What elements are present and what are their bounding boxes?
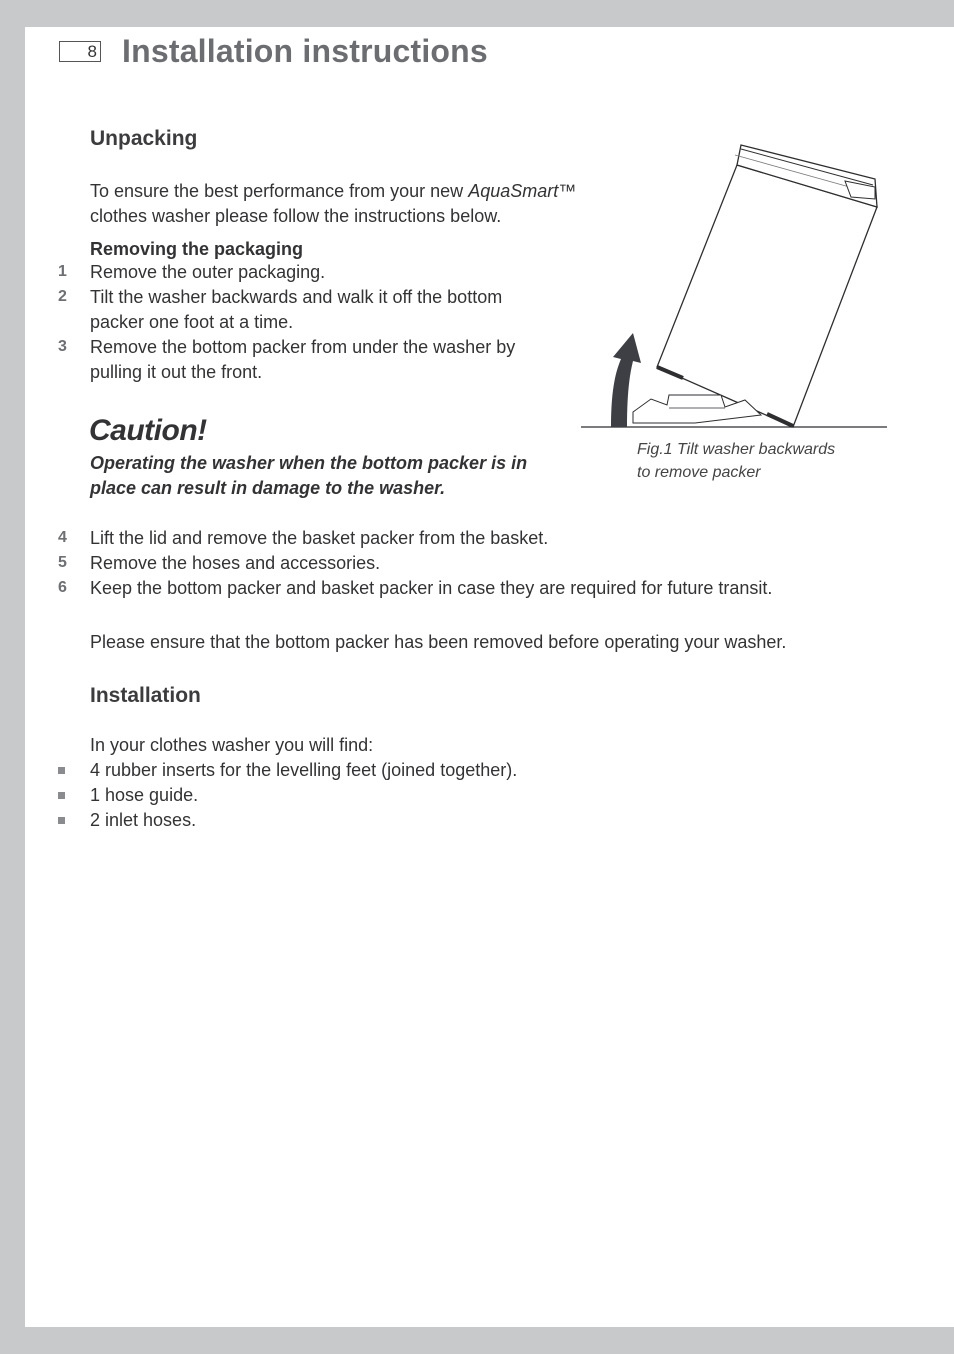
step-number: 4: [58, 529, 67, 546]
square-bullet-icon: [58, 767, 65, 774]
square-bullet-icon: [58, 792, 65, 799]
unpacking-heading: Unpacking: [90, 127, 198, 150]
caution-text: place can result in damage to the washer.: [90, 478, 446, 498]
caution-heading: Caution!: [89, 414, 207, 447]
page-title: Installation instructions: [122, 33, 488, 69]
manual-page: [25, 27, 954, 1327]
step-number: 6: [58, 579, 67, 596]
square-bullet-icon: [58, 817, 65, 824]
unpacking-intro-line1: To ensure the best performance from your new AquaSmart™: [90, 181, 577, 201]
ensure-note: Please ensure that the bottom packer has been removed before operating your washer.: [90, 632, 787, 652]
caution-text: Operating the washer when the bottom packer is in: [90, 453, 528, 473]
list-item: 2 inlet hoses.: [90, 810, 197, 830]
step-text: Tilt the washer backwards and walk it off the bottom: [90, 287, 503, 307]
step-text: Remove the hoses and accessories.: [90, 553, 381, 573]
page-number-box: 8: [59, 41, 101, 62]
step-text: packer one foot at a time.: [90, 312, 294, 332]
step-text: Keep the bottom packer and basket packer in case they are required for future transit.: [90, 578, 773, 598]
step-number: 3: [58, 338, 67, 355]
figure-caption: Fig.1 Tilt washer backwards: [637, 441, 836, 458]
step-text: Remove the bottom packer from under the washer by: [90, 337, 516, 357]
installation-heading: Installation: [90, 684, 201, 707]
list-item: 4 rubber inserts for the levelling feet (joined together).: [90, 760, 518, 780]
unpacking-intro-line2: clothes washer please follow the instructions below.: [90, 206, 502, 226]
step-text: pulling it out the front.: [90, 362, 263, 382]
removing-packaging-subheading: Removing the packaging: [90, 239, 304, 259]
list-item: 1 hose guide.: [90, 785, 199, 805]
tilt-washer-illustration: [575, 137, 895, 437]
figure-caption: to remove packer: [637, 464, 761, 481]
step-number: 1: [58, 263, 67, 280]
step-number: 2: [58, 288, 67, 305]
step-text: Remove the outer packaging.: [90, 262, 326, 282]
step-number: 5: [58, 554, 67, 571]
installation-intro: In your clothes washer you will find:: [90, 735, 374, 755]
step-text: Lift the lid and remove the basket packer from the basket.: [90, 528, 549, 548]
